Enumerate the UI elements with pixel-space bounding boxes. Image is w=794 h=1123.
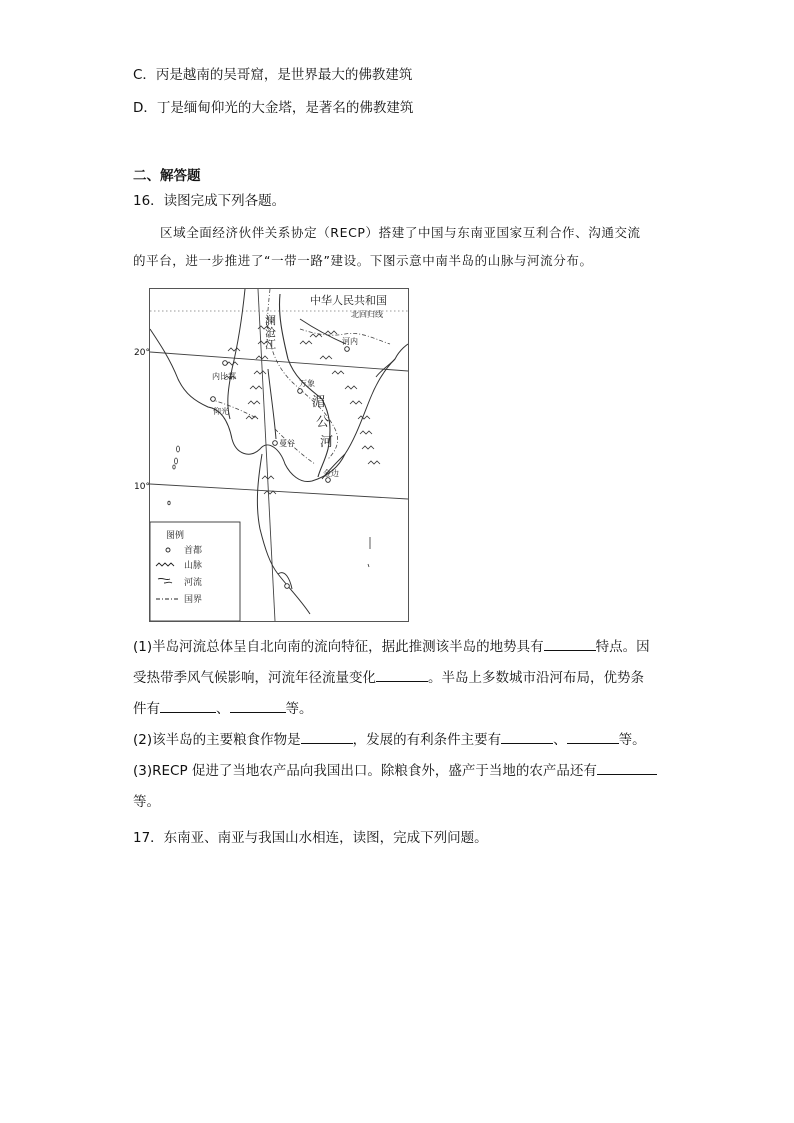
vientiane-label: 万象 [299,379,315,388]
lat10-label: 10° [134,482,150,492]
blank-8[interactable] [597,760,657,775]
phnompenh-marker [326,478,331,483]
blank-2[interactable] [376,667,428,682]
coastline [150,329,408,482]
intro-line-2: 的平台，进一步推进了“一带一路”建设。下图示意中南半岛的山脉与河流分布。 [133,253,593,268]
bangkok-marker [273,441,278,446]
legend-capital: 首都 [184,546,203,556]
sub-question-1 [133,632,663,818]
sub1-line-1: (1)半岛河流总体呈自北向南的流向特征，据此推测该半岛的地势具有 特点。因 [133,632,663,663]
yangon-label: 仰光 [213,407,229,416]
vientiane-marker [298,389,303,394]
lat20-label: 20° [134,348,150,358]
mekong-char-2: 公 [316,415,330,430]
blank-1[interactable] [544,636,596,651]
coastline-south [257,454,310,614]
legend-capital-symbol [166,548,170,552]
mountain-ranges [224,326,380,494]
blank-7[interactable] [567,729,619,744]
question-16-intro [133,219,663,275]
legend-border: 国界 [184,595,203,605]
red-river [300,319,346,344]
lat10-line [150,484,408,499]
blank-5[interactable] [301,729,353,744]
naypyidaw-marker [223,361,228,366]
indochina-map [149,288,409,622]
sub3-line-2: 等。 [133,794,160,810]
border-1 [268,289,338,459]
lancang-char-2: 沧 [265,326,276,339]
section-title: 二、解答题 [133,168,201,184]
question-17-title: 17．东南亚、南亚与我国山水相连，读图，完成下列问题。 [133,830,488,846]
sub3-line-1: (3)RECP 促进了当地农产品向我国出口。除粮食外，盛产于当地的农产品还有 [133,756,663,787]
blank-3[interactable] [160,698,216,713]
naypyidaw-label: 内比都 [212,372,236,381]
blank-4[interactable] [230,698,286,713]
question-16-title: 16．读图完成下列各题。 [133,193,286,209]
option-c: C．丙是越南的吴哥窟，是世界最大的佛教建筑 [133,67,413,83]
sub1-line-3: 件有 、 等。 [133,694,663,725]
sub1-line-2: 受热带季风气候影响，河流年径流量变化 。半岛上多数城市沿河布局，优势条 [133,663,663,694]
yangon-marker [211,397,216,402]
phnompenh-label: 金边 [323,469,339,478]
option-d: D．丁是缅甸仰光的大金塔，是著名的佛教建筑 [133,100,414,116]
mekong-char-3: 河 [320,435,334,450]
chao-phraya-river [268,369,276,439]
legend-mountain: 山脉 [184,561,203,571]
country-label: 中华人民共和国 [310,294,387,307]
irrawaddy-river [228,289,245,419]
blank-6[interactable] [501,729,553,744]
lancang-char-1: 澜 [265,314,276,327]
intro-line-1: 区域全面经济伙伴关系协定（RECP）搭建了中国与东南亚国家互利合作、沟通交流 [160,225,641,240]
legend-box [150,522,240,621]
legend-river: 河流 [184,578,203,588]
mekong-char-1: 湄 [312,395,326,410]
legend-title: 图例 [166,531,185,541]
tropic-label: 北回归线 [351,310,383,319]
sub2-line: (2)该半岛的主要粮食作物是 ，发展的有利条件主要有 、 等。 [133,725,663,756]
hanoi-marker [345,347,350,352]
kl-marker [285,584,290,589]
bangkok-label: 曼谷 [279,439,295,448]
lat20-line [150,352,408,371]
lancang-char-3: 江 [265,338,276,351]
hanoi-label: 河内 [342,337,358,346]
